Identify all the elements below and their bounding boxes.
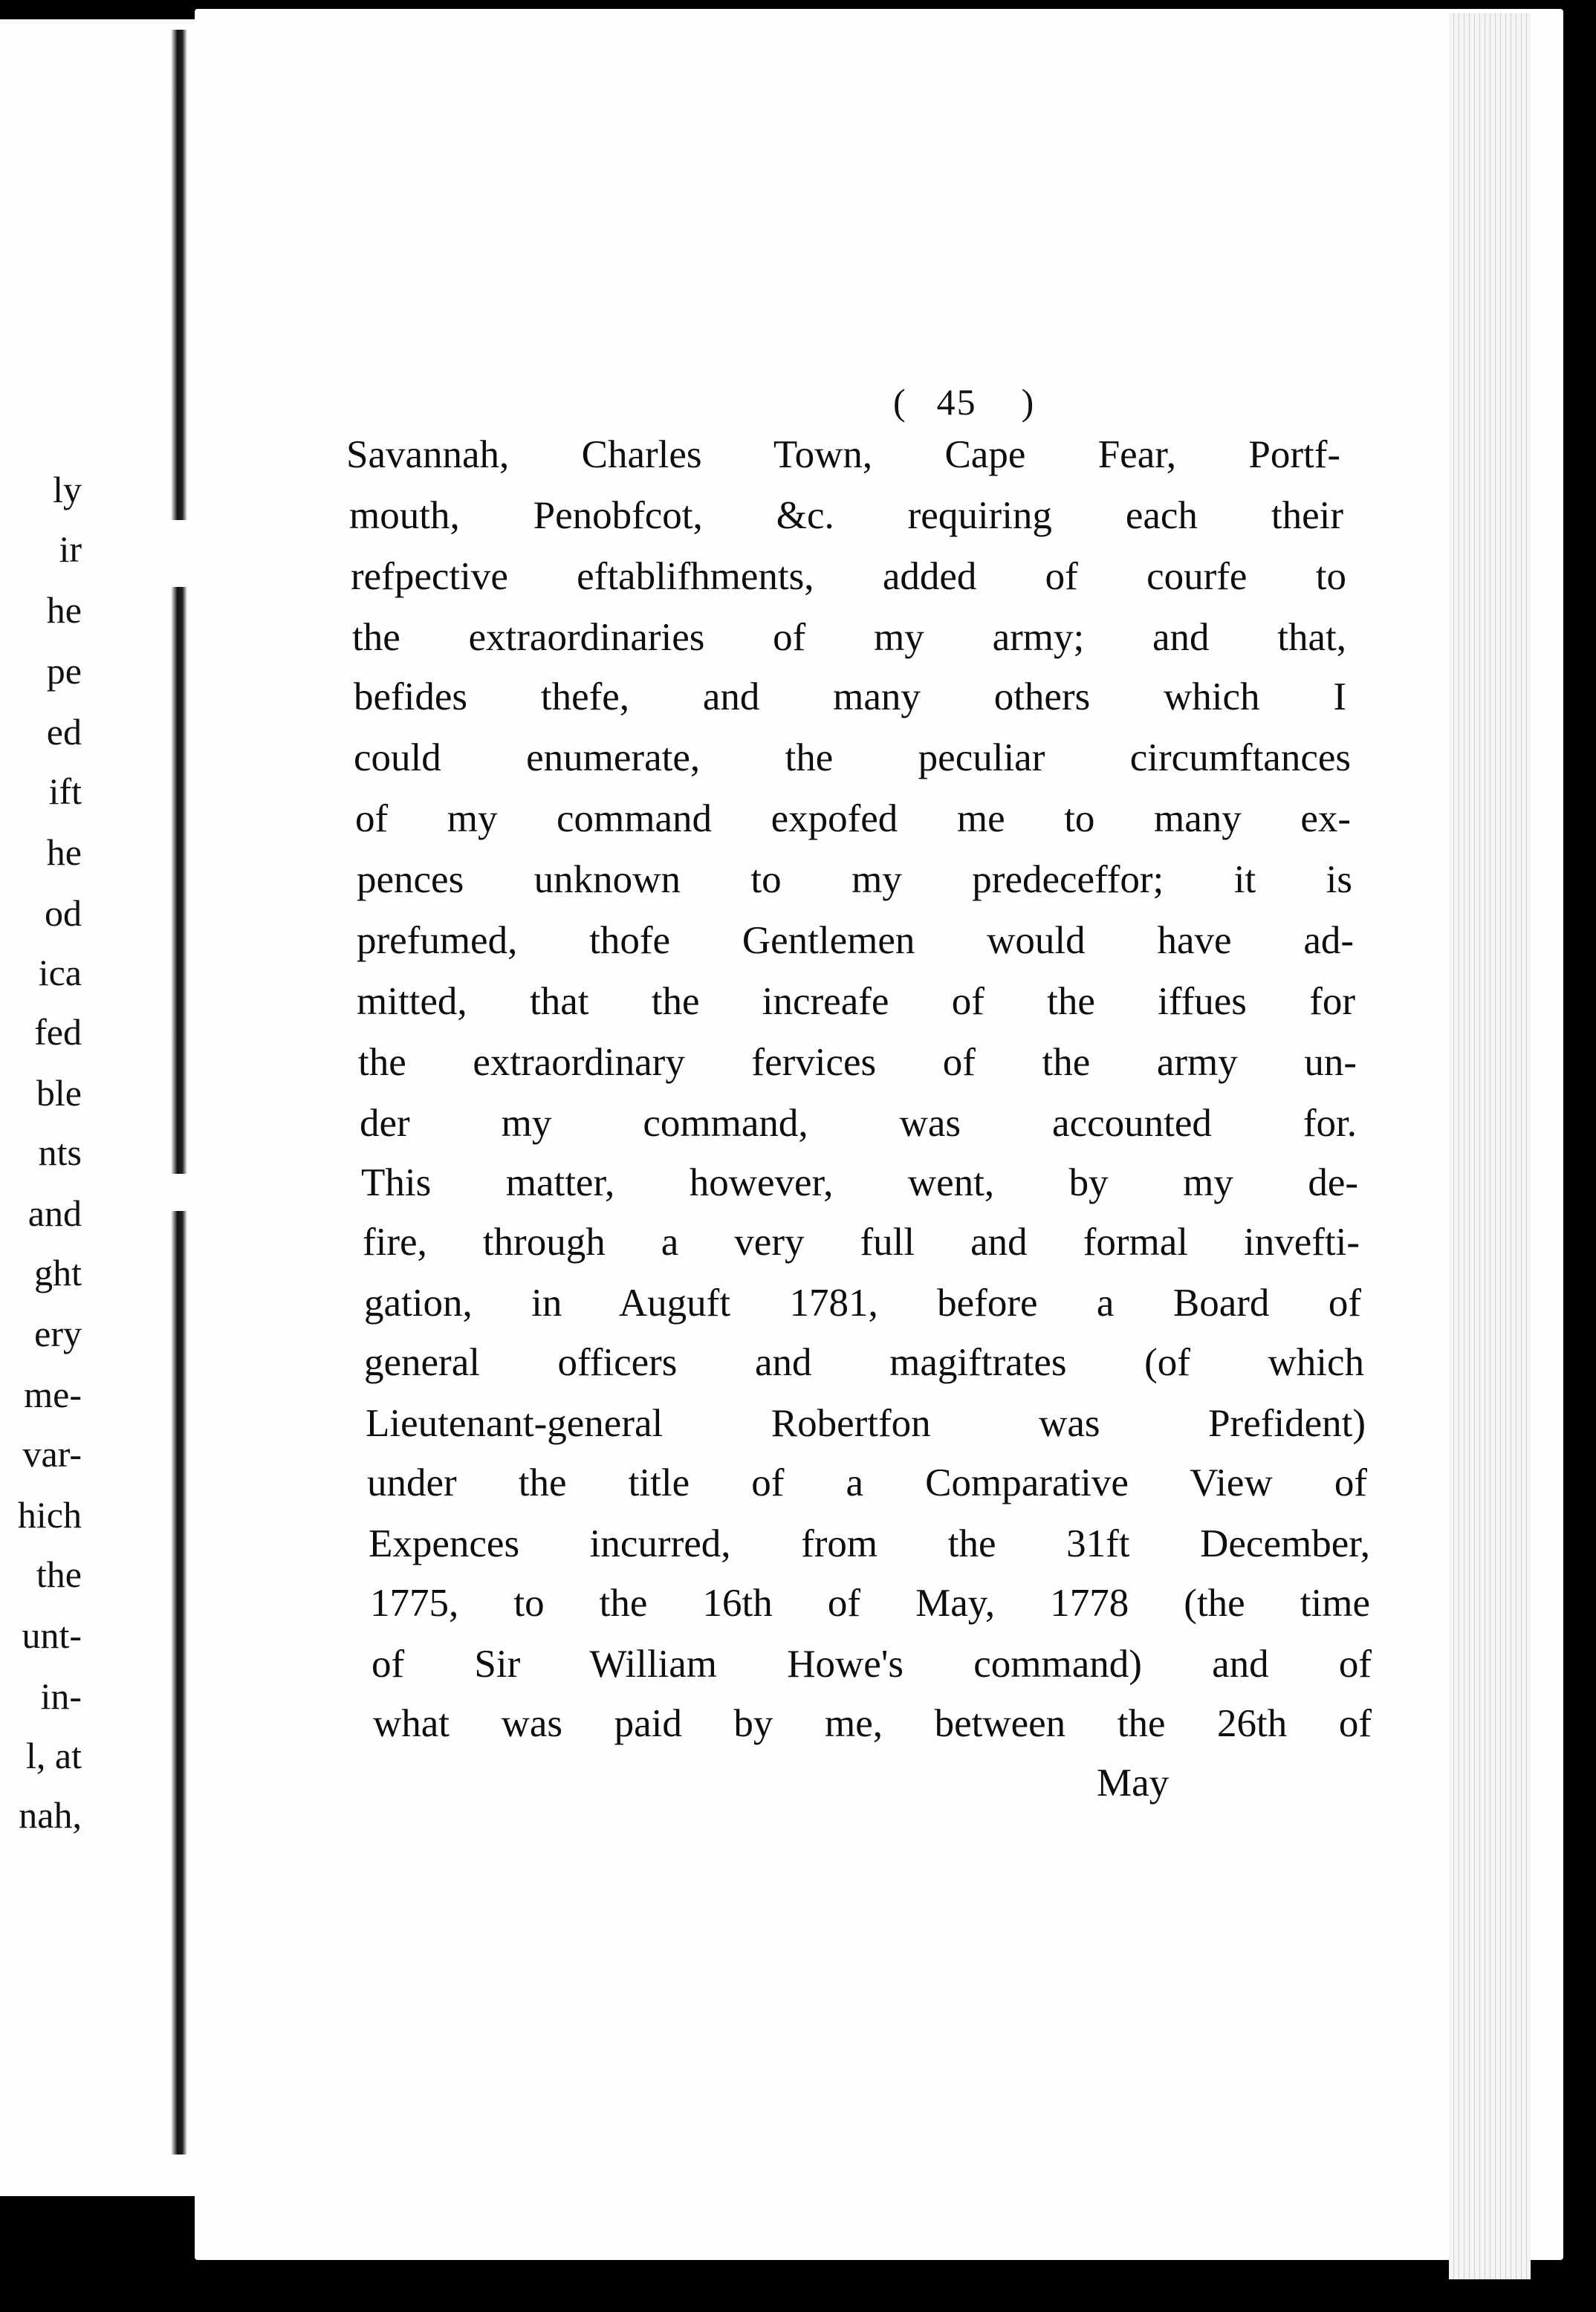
text-line: of Sir William Howe's command) and of [372,1643,1372,1686]
book-page [195,9,1563,2260]
facing-line: ir [59,528,82,570]
text-line: mouth, Penobfcot, &c. requiring each their [349,494,1343,537]
facing-line: fed [34,1011,82,1053]
page-number-value: 45 [936,381,977,423]
facing-line: ery [34,1313,82,1354]
text-line: Expences incurred, from the 31ft December, [369,1522,1370,1565]
text-line: 1775, to the 16th of May, 1778 (the time [370,1582,1370,1625]
facing-line: od [45,892,82,934]
facing-line: ift [48,770,82,812]
facing-line: he [46,589,82,631]
text-line: what was paid by me, between the 26th of [373,1702,1372,1745]
page-number [863,380,1065,423]
text-line: general officers and magiftrates (of which [364,1341,1364,1384]
text-line: under the title of a Comparative View of [367,1461,1367,1504]
text-line: the extraordinary fervices of the army un- [358,1041,1357,1084]
facing-line: l, at [26,1735,82,1776]
facing-line: unt- [22,1614,82,1656]
facing-line: ica [38,952,82,993]
facing-line: in- [40,1675,82,1717]
facing-line: ly [53,469,82,510]
text-line: prefumed, thofe Gentlemen would have ad- [357,919,1354,962]
text-line: mitted, that the increafe of the iffues for [357,980,1355,1023]
text-line: of my command expofed me to many ex- [355,797,1351,840]
text-line: the extraordinaries of my army; and that, [352,616,1346,659]
facing-line: ed [46,711,82,753]
facing-line: nah, [19,1794,82,1836]
text-line: der my command, was accounted for. [360,1102,1357,1145]
page-number-paren-close: ) [1021,381,1036,423]
text-line: befides thefe, and many others which I [354,675,1346,718]
page-edges [1449,13,1531,2279]
catchword: May [1097,1761,1170,1805]
facing-line: and [27,1192,82,1234]
text-line: Lieutenant-general Robertfon was Prefident) [366,1402,1366,1445]
facing-line: ble [36,1072,82,1114]
text-line: could enumerate, the peculiar circumftances [354,736,1351,779]
text-line: gation, in Auguft 1781, before a Board of [364,1282,1361,1325]
facing-line: me- [24,1374,82,1415]
page-number-paren-open: ( [893,381,907,423]
facing-line: hich [17,1494,82,1536]
facing-line: he [46,831,82,873]
facing-line: var- [22,1433,82,1475]
book-gutter [171,30,187,2154]
facing-line: nts [38,1131,82,1173]
text-line: refpective eftablifhments, added of courfe to [351,555,1346,598]
text-line: Savannah, Charles Town, Cape Fear, Portf- [346,433,1340,476]
text-line: fire, through a very full and formal invefti- [363,1221,1360,1264]
text-line: pences unknown to my predeceffor; it is [357,858,1352,901]
facing-line: ght [34,1252,82,1293]
text-line: This matter, however, went, by my de- [361,1161,1358,1204]
facing-line: the [36,1553,82,1595]
facing-line: pe [46,650,82,692]
